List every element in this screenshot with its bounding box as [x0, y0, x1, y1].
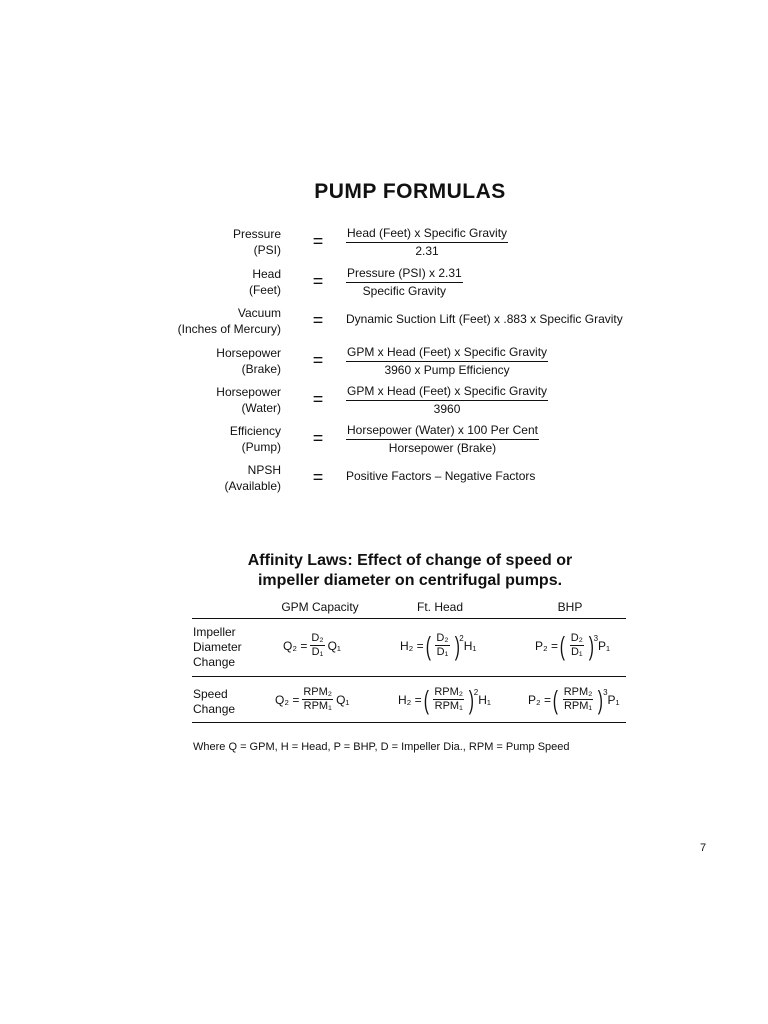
formula-gpm-diameter [283, 632, 341, 659]
formula-label-line1: Horsepower [216, 346, 281, 360]
formula-lhs: Q₂ = [275, 692, 300, 707]
formula-bhp-diameter [535, 632, 610, 659]
affinity-title-line2: impeller diameter on centrifugal pumps. [257, 572, 563, 589]
row-label-line: Diameter [193, 640, 242, 654]
ratio-numerator: D₂ [311, 632, 324, 644]
ratio [570, 632, 584, 659]
formula-label [81, 384, 281, 416]
right-paren-icon: ) [454, 630, 460, 661]
formula-denominator: Horsepower (Brake) [388, 441, 497, 455]
equals-sign: = [312, 271, 324, 291]
formula-denominator: Specific Gravity [362, 284, 447, 298]
exponent: 2 [473, 688, 479, 697]
formula-label-line2: (Feet) [248, 283, 281, 297]
formula-rhs: H₁ [478, 692, 491, 707]
formula-fraction [346, 266, 463, 299]
ratio-denominator: D₁ [311, 646, 324, 658]
left-paren-icon: ( [559, 630, 565, 661]
formula-label [81, 423, 281, 455]
formula-label [81, 266, 281, 298]
formula-rhs: P₁ [598, 638, 611, 653]
formula-label-line1: NPSH [247, 463, 281, 477]
formula-label [81, 305, 281, 337]
col-header-bhp: BHP [557, 600, 583, 614]
equals-sign: = [312, 350, 324, 370]
left-paren-icon: ( [423, 684, 429, 715]
table-rule-bottom [192, 722, 626, 723]
formula-label-line1: Vacuum [237, 306, 281, 320]
left-paren-icon: ( [425, 630, 431, 661]
formula-expression: Dynamic Suction Lift (Feet) x .883 x Specific Gravity [346, 312, 623, 326]
exponent: 2 [459, 634, 464, 643]
equals-sign: = [312, 231, 324, 251]
formula-fraction [346, 384, 548, 417]
ratio [563, 686, 594, 713]
formula-rhs: Q₁ [336, 692, 350, 707]
formula-label-line1: Efficiency [229, 424, 281, 438]
formula-head-speed [398, 686, 491, 713]
row-label-line: Change [193, 702, 236, 716]
formula-rhs: H₁ [463, 638, 477, 653]
ratio-denominator: RPM₁ [563, 700, 593, 712]
formula-numerator: GPM x Head (Feet) x Specific Gravity [346, 384, 548, 401]
formula-label-line2: (Brake) [241, 362, 281, 376]
ratio [433, 686, 464, 713]
formula-gpm-speed [275, 686, 349, 713]
row-label-line: Change [193, 655, 236, 669]
formula-denominator: 3960 [433, 402, 461, 416]
formula-label-line1: Pressure [232, 227, 281, 241]
formula-label-line2: (PSI) [253, 243, 281, 257]
row-label-speed [193, 687, 235, 717]
right-paren-icon: ) [588, 630, 594, 661]
formula-rhs: Q₁ [327, 638, 341, 653]
formula-head-diameter [400, 632, 476, 659]
ratio-numerator: RPM₂ [563, 686, 593, 698]
formula-row-pressure [0, 226, 768, 262]
col-header-head: Ft. Head [416, 600, 464, 614]
equals-sign: = [312, 467, 324, 487]
exponent: 3 [593, 634, 599, 643]
ratio-denominator: D₁ [570, 646, 583, 658]
affinity-title-line1: Affinity Laws: Effect of change of speed or [247, 552, 573, 569]
formula-row-vacuum [0, 305, 768, 341]
ratio-numerator: RPM₂ [303, 686, 333, 698]
formula-row-water-horsepower [0, 384, 768, 420]
left-paren-icon: ( [552, 684, 558, 715]
table-rule-middle [192, 676, 626, 677]
formula-lhs: H₂ = [398, 692, 422, 707]
ratio-denominator: RPM₁ [303, 700, 332, 712]
formula-fraction [346, 226, 508, 259]
formula-denominator: 3960 x Pump Efficiency [384, 363, 510, 377]
formula-label [81, 345, 281, 377]
formula-label-line2: (Available) [224, 479, 281, 493]
formula-label-line2: (Pump) [241, 440, 281, 454]
ratio-numerator: D₂ [570, 632, 583, 644]
formula-label [81, 462, 281, 494]
right-paren-icon: ) [598, 684, 604, 715]
ratio [435, 632, 449, 659]
formula-numerator: GPM x Head (Feet) x Specific Gravity [346, 345, 548, 362]
col-header-gpm: GPM Capacity [281, 600, 359, 614]
formula-denominator: 2.31 [415, 244, 439, 258]
formula-fraction [346, 423, 539, 456]
formula-lhs: H₂ = [400, 638, 424, 653]
ratio [302, 686, 333, 713]
affinity-title [200, 551, 620, 591]
formula-fraction [346, 345, 548, 378]
table-rule-top [192, 618, 626, 619]
row-label-line: Impeller [193, 625, 236, 639]
formula-row-brake-horsepower [0, 345, 768, 381]
formula-lhs: P₂ = [528, 692, 552, 707]
ratio-denominator: D₁ [436, 646, 449, 658]
formula-label-line1: Head [252, 267, 281, 281]
right-paren-icon: ) [468, 684, 474, 715]
equals-sign: = [312, 428, 324, 448]
formula-label-line2: (Water) [241, 401, 281, 415]
formula-label-line2: (Inches of Mercury) [177, 322, 281, 336]
formula-numerator: Pressure (PSI) x 2.31 [346, 266, 463, 283]
formula-row-head [0, 266, 768, 302]
exponent: 3 [603, 688, 608, 697]
page-title: PUMP FORMULAS [314, 180, 506, 203]
formula-label-line1: Horsepower [216, 385, 281, 399]
formula-row-efficiency [0, 423, 768, 459]
formula-bhp-speed [528, 686, 620, 713]
row-label-line: Speed [193, 687, 228, 701]
ratio-numerator: D₂ [436, 632, 449, 644]
formula-numerator: Horsepower (Water) x 100 Per Cent [346, 423, 539, 440]
row-label-impeller [193, 625, 242, 670]
ratio-numerator: RPM₂ [434, 686, 464, 698]
ratio [310, 632, 324, 659]
ratio-denominator: RPM₁ [434, 700, 463, 712]
formula-label [81, 226, 281, 258]
formula-rhs: P₁ [607, 692, 620, 707]
formula-lhs: Q₂ = [283, 638, 308, 653]
equals-sign: = [312, 310, 324, 330]
equals-sign: = [312, 389, 324, 409]
formula-lhs: P₂ = [535, 638, 559, 653]
page-number: 7 [700, 842, 707, 854]
formula-expression: Positive Factors – Negative Factors [346, 469, 536, 483]
legend-note: Where Q = GPM, H = Head, P = BHP, D = Impeller Dia., RPM = Pump Speed [193, 741, 570, 753]
formula-row-npsh [0, 462, 768, 498]
formula-numerator: Head (Feet) x Specific Gravity [346, 226, 508, 243]
